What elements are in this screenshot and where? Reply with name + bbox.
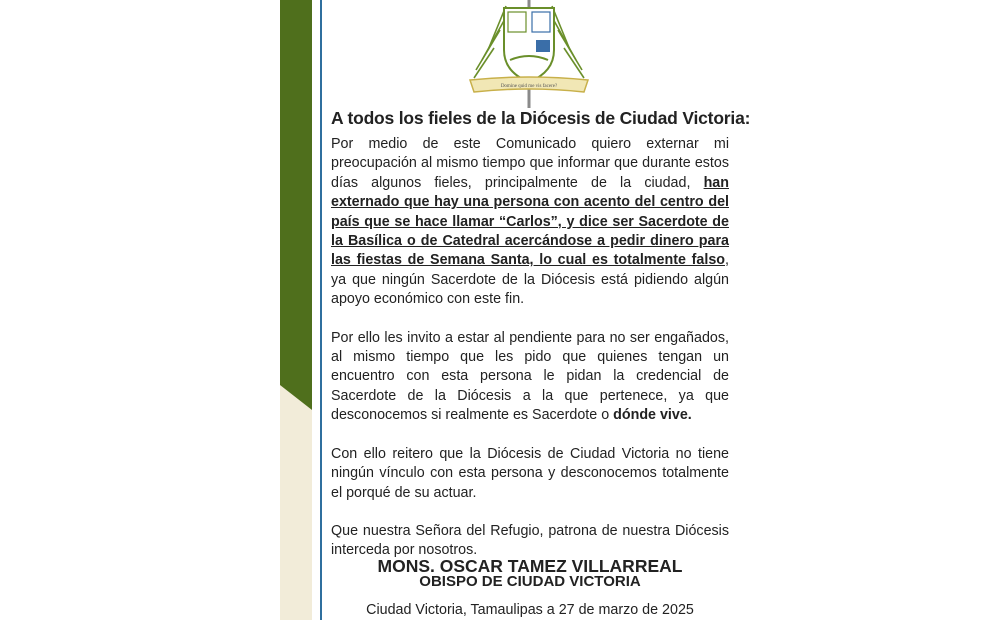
paragraph-1-end: , ya que ningún Sacerdote de la Diócesis está pidiendo algún apoyo económico con este fin. [331, 252, 729, 308]
paragraph-4: Que nuestra Señora del Refugio, patrona de nuestra Diócesis interceda por nosotros. [331, 522, 729, 559]
paragraph-1-intro: Por medio de este Comunicado quiero externar mi preocupación al mismo tiempo que informar que durante estos días algunos fieles, principalmente de la ciudad, [331, 136, 729, 191]
episcopal-coat-of-arms-icon [466, 0, 592, 110]
signature-title: OBISPO DE CIUDAD VICTORIA [419, 573, 641, 590]
paragraph-1 [331, 135, 729, 310]
place-date: Ciudad Victoria, Tamaulipas a 27 de marzo de 2025 [366, 602, 694, 618]
paragraph-3: Con ello reitero que la Diócesis de Ciudad Victoria no tiene ningún vínculo con esta persona y desconocemos totalmente el porqué de su actuar. [331, 445, 729, 501]
signature-name: MONS. OSCAR TAMEZ VILLARREAL [377, 556, 683, 576]
paragraph-2-text: Por ello les invito a estar al pendiente para no ser engañados, al mismo tiempo que les pido que quienes tengan un encuentro con esta persona le pidan la credencial de Sacerdote de la Diócesis a la que pertenece, ya que desconocemos si realmente es Sacerdote o [331, 329, 729, 424]
letter-heading: A todos los fieles de la Diócesis de Ciudad Victoria: [331, 108, 751, 128]
letter-body [331, 108, 751, 580]
paragraph-2-bold: dónde vive. [613, 407, 692, 424]
paragraph-2 [331, 329, 729, 426]
crest-motto: Domine quid me vis facere? [500, 84, 558, 89]
side-blue-line [320, 0, 322, 620]
paragraph-1-warning: han externado que hay una persona con acento del centro del país que se hace llamar “Carlos”, y dice ser Sacerdote de la Basílica o de Catedral acercándose a pedir dinero para las fiestas de Semana Santa, lo cual es totalmente falso [331, 174, 729, 269]
